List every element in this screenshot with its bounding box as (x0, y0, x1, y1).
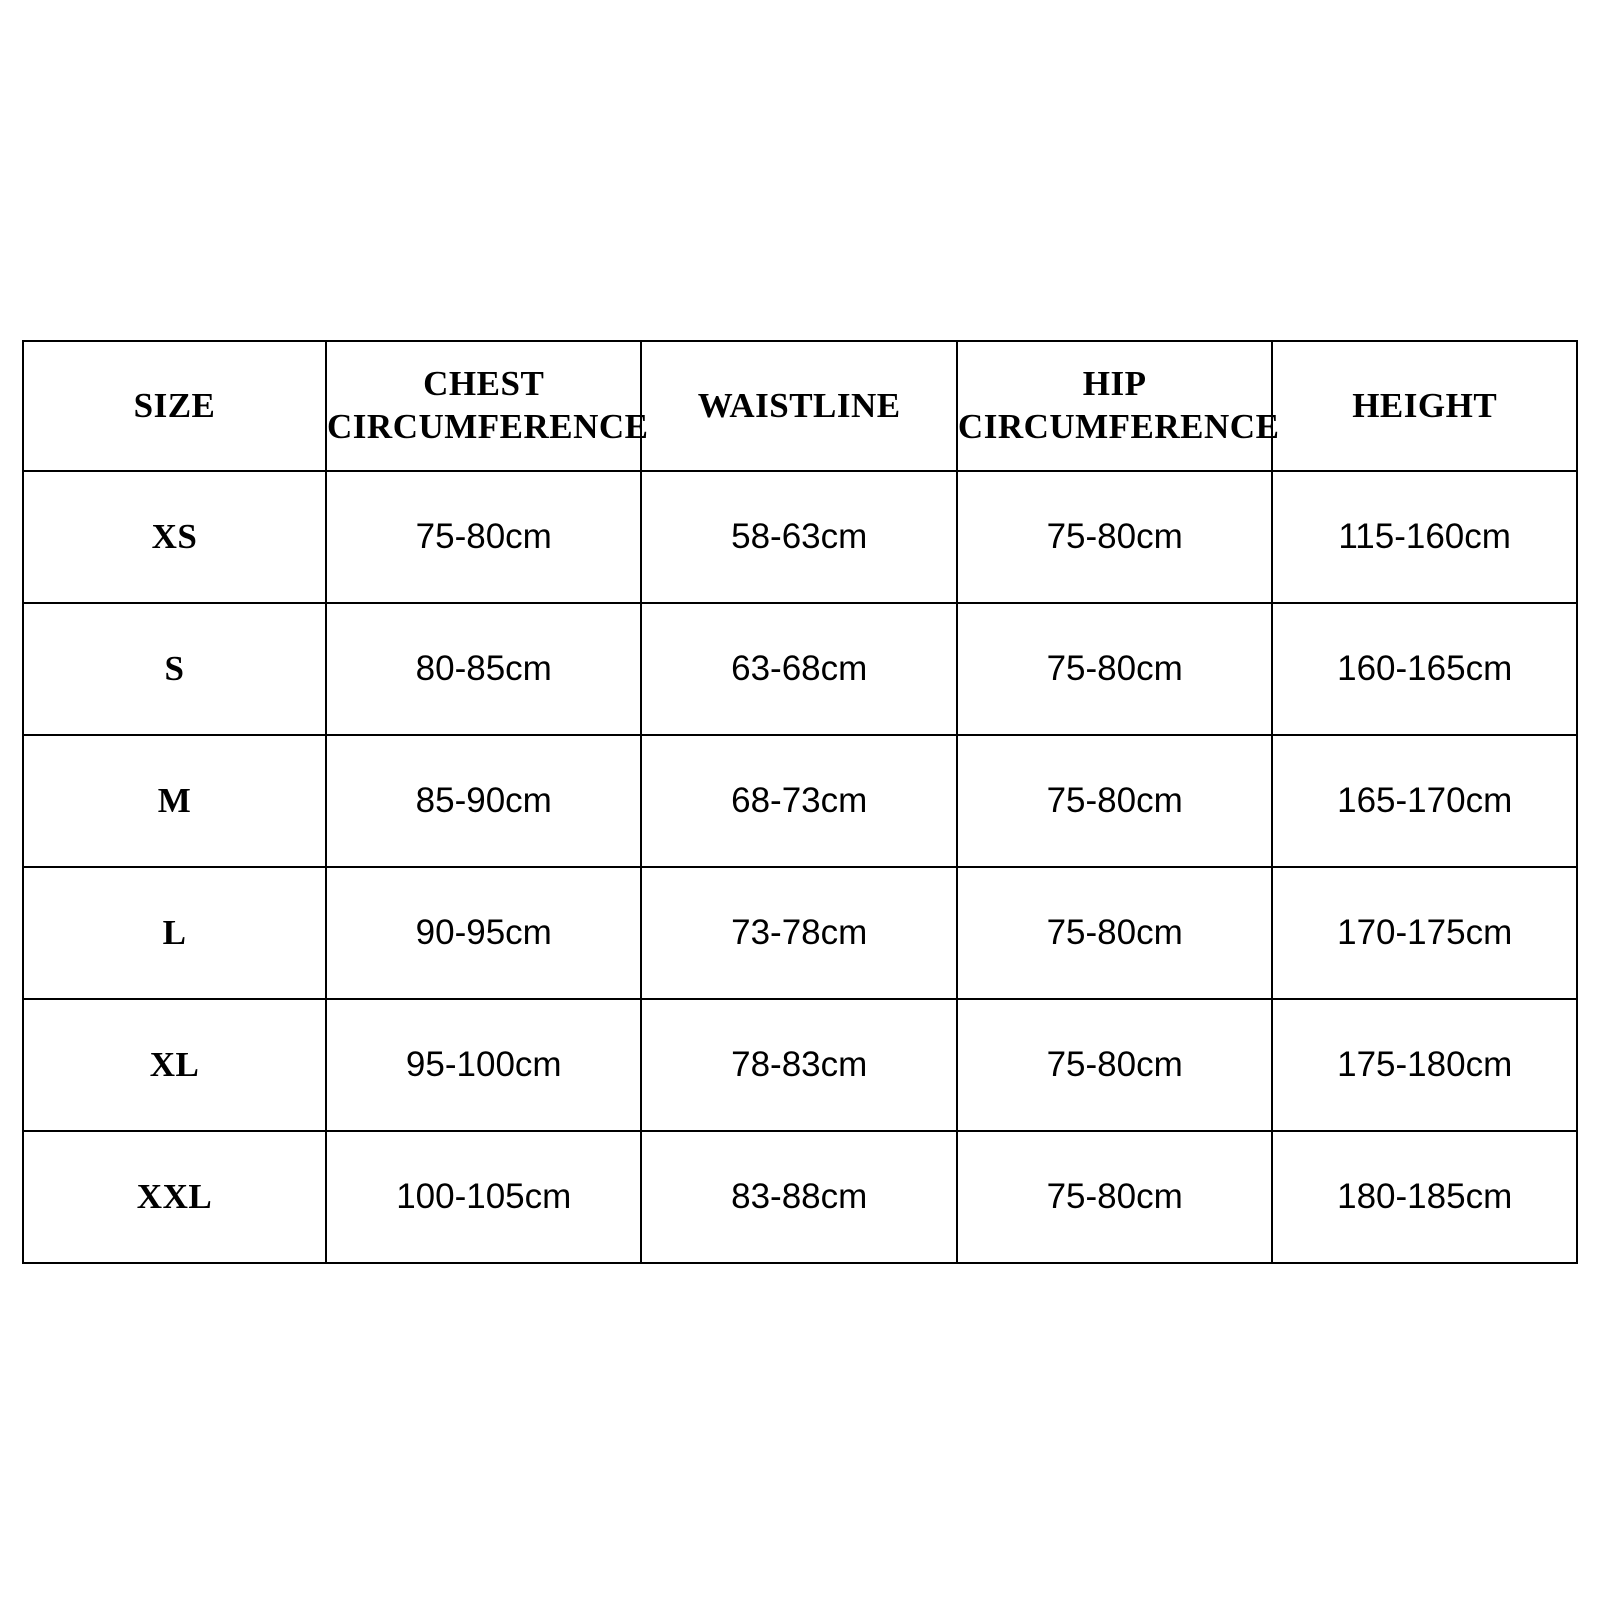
cell-height: 170-175cm (1272, 867, 1577, 999)
size-chart-table (22, 340, 1578, 1264)
cell-height: 175-180cm (1272, 999, 1577, 1131)
cell-waistline: 78-83cm (641, 999, 956, 1131)
cell-hip: 75-80cm (957, 603, 1272, 735)
column-header-hip-line-2: CIRCUMFERENCE (957, 407, 1280, 446)
table-row (23, 999, 1577, 1131)
cell-size: S (23, 603, 326, 735)
cell-size: XXL (23, 1131, 326, 1263)
cell-hip: 75-80cm (957, 867, 1272, 999)
cell-height: 165-170cm (1272, 735, 1577, 867)
column-header-waistline-line-1: WAISTLINE (697, 385, 901, 425)
column-header-waistline (641, 341, 956, 471)
cell-waistline: 68-73cm (641, 735, 956, 867)
table-row (23, 867, 1577, 999)
cell-chest: 100-105cm (326, 1131, 641, 1263)
cell-waistline: 83-88cm (641, 1131, 956, 1263)
cell-waistline: 63-68cm (641, 603, 956, 735)
table-row (23, 471, 1577, 603)
column-header-chest (326, 341, 649, 471)
table-row (23, 603, 1577, 735)
column-header-chest-line-2: CIRCUMFERENCE (327, 407, 649, 446)
column-header-height-line-1: HEIGHT (1352, 385, 1498, 425)
cell-hip: 75-80cm (957, 471, 1272, 603)
table-body (23, 471, 1577, 1263)
cell-waistline: 58-63cm (641, 471, 956, 603)
cell-size: L (23, 867, 326, 999)
column-header-size-line-1: SIZE (133, 385, 216, 425)
cell-height: 115-160cm (1272, 471, 1577, 603)
column-header-chest-line-1: CHEST (423, 364, 545, 404)
column-header-height (1272, 341, 1577, 471)
cell-size: XS (23, 471, 326, 603)
table-row (23, 1131, 1577, 1263)
cell-size: XL (23, 999, 326, 1131)
cell-size: M (23, 735, 326, 867)
cell-hip: 75-80cm (957, 1131, 1272, 1263)
cell-chest: 80-85cm (326, 603, 641, 735)
size-chart-container (22, 340, 1578, 1264)
table-header (23, 341, 1577, 471)
column-header-hip (957, 341, 1280, 471)
cell-height: 160-165cm (1272, 603, 1577, 735)
cell-chest: 90-95cm (326, 867, 641, 999)
table-row (23, 735, 1577, 867)
cell-waistline: 73-78cm (641, 867, 956, 999)
cell-chest: 95-100cm (326, 999, 641, 1131)
cell-hip: 75-80cm (957, 999, 1272, 1131)
cell-hip: 75-80cm (957, 735, 1272, 867)
cell-chest: 85-90cm (326, 735, 641, 867)
cell-height: 180-185cm (1272, 1131, 1577, 1263)
column-header-size (23, 341, 326, 471)
header-row (23, 341, 1577, 471)
column-header-hip-line-1: HIP (1082, 364, 1147, 404)
cell-chest: 75-80cm (326, 471, 641, 603)
